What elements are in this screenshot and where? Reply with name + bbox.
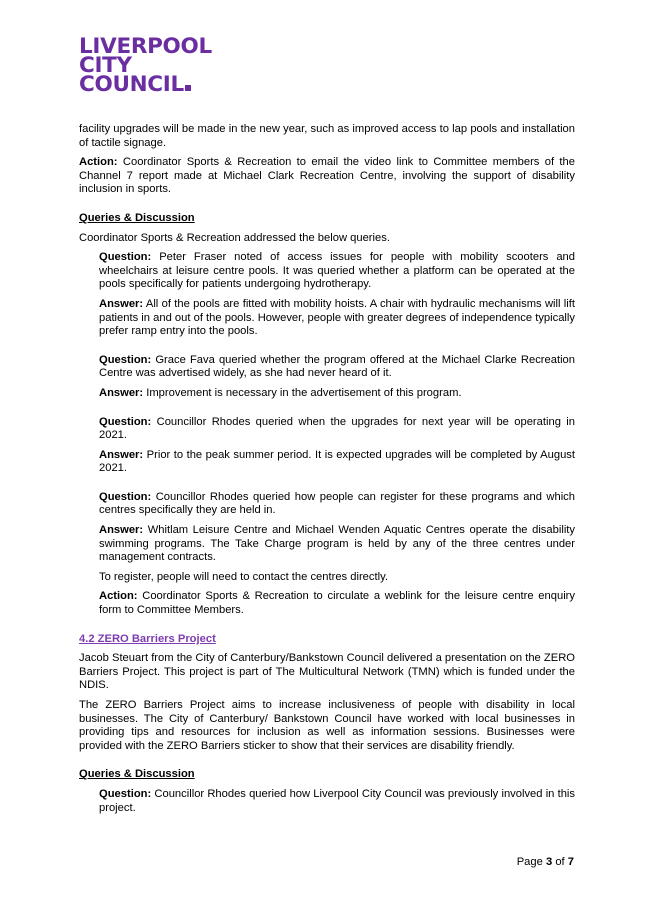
answer-label: Answer: xyxy=(99,448,144,461)
logo-line-2: CITY xyxy=(79,53,132,78)
answer-text: All of the pools are fitted with mobility hoists. A chair with hydraulic mechanisms will lift patients in and out of the pools. However, people with greater degrees of independence typically prefer ramp entry into the pools. xyxy=(99,297,575,338)
paragraph-jacob-steuart: Jacob Steuart from the City of Canterbury/Bankstown Council delivered a presentation on the ZERO Barriers Project. This project is part of The Multicultural Network (TMN) which is funded under the NDIS. xyxy=(79,652,575,692)
question-label: Question: xyxy=(99,415,152,428)
question-text: Councillor Rhodes queried when the upgrades for next year will be operating in 2021. xyxy=(99,415,576,442)
question-label: Question: xyxy=(99,353,152,366)
action-text: Coordinator Sports & Recreation to email the video link to Committee members of the Channel 7 report made at Michael Clark Recreation Centre, involving the support of disability inclusion in sports. xyxy=(79,156,575,196)
answer-text: Whitlam Leisure Centre and Michael Wenden Aquatic Centres operate the disability swimming programs. The Take Charge program is held by any of the three centres under management contracts. xyxy=(99,524,576,564)
answer-text: Prior to the peak summer period. It is expected upgrades will be completed by August 2021. xyxy=(99,448,575,475)
action-label: Action: xyxy=(99,590,138,603)
section-heading-queries-2: Queries & Discussion xyxy=(79,768,195,781)
question-text: Councillor Rhodes queried how people can register for these programs and which centres specifically they are held in. xyxy=(99,490,575,517)
logo-line-1: LIVERPOOL xyxy=(79,34,212,59)
question-5 xyxy=(99,788,575,815)
action-paragraph-1 xyxy=(79,156,575,197)
section-heading-queries: Queries & Discussion xyxy=(79,211,195,224)
page-prefix: Page xyxy=(516,856,543,868)
page-number xyxy=(517,856,574,868)
paragraph-register: To register, people will need to contact the centres directly. xyxy=(99,570,388,583)
document-body xyxy=(79,123,575,821)
question-2 xyxy=(99,354,575,381)
question-text: Councillor Rhodes queried how Liverpool City Council was previously involved in this project. xyxy=(99,787,575,814)
question-label: Question: xyxy=(99,490,152,503)
answer-text: Improvement is necessary in the advertisement of this program. xyxy=(146,386,462,399)
section-heading-zero-barriers[interactable]: 4.2 ZERO Barriers Project xyxy=(79,632,216,645)
question-label: Question: xyxy=(99,251,152,264)
action-text: Coordinator Sports & Recreation to circulate a weblink for the leisure centre enquiry form to Committee Members. xyxy=(99,590,575,617)
answer-label: Answer: xyxy=(99,297,144,310)
paragraph-facility-upgrades: facility upgrades will be made in the new year, such as improved access to lap pools and installation of tactile signage. xyxy=(79,123,575,149)
answer-3 xyxy=(99,449,575,476)
action-paragraph-2 xyxy=(99,590,575,617)
question-text: Grace Fava queried whether the program offered at the Michael Clarke Recreation Centre was advertised widely, as she had never heard of it. xyxy=(99,353,575,380)
question-text: Peter Fraser noted of access issues for people with mobility scooters and wheelchairs at leisure centre pools. It was queried whether a platform can be operated at the pools specifically for patients undergoing hydrotherapy. xyxy=(99,251,576,291)
question-4 xyxy=(99,491,575,518)
answer-4 xyxy=(99,524,575,565)
page-current: 3 xyxy=(545,856,553,868)
logo-line-3: COUNCIL xyxy=(79,72,184,97)
answer-2 xyxy=(99,387,575,401)
question-label: Question: xyxy=(99,787,152,800)
page-of: of xyxy=(555,856,565,868)
page-total: 7 xyxy=(567,856,574,868)
answer-1 xyxy=(99,298,575,339)
question-3 xyxy=(99,416,575,443)
question-1 xyxy=(99,251,575,292)
council-logo xyxy=(79,34,212,97)
paragraph-addressed: Coordinator Sports & Recreation addressed the below queries. xyxy=(79,231,390,244)
answer-label: Answer: xyxy=(99,386,144,399)
answer-label: Answer: xyxy=(99,524,144,537)
action-label: Action: xyxy=(79,156,118,169)
paragraph-zero-barriers-aims: The ZERO Barriers Project aims to increase inclusiveness of people with disability in local businesses. The City of Canterbury/ Bankstown Council have worked with local businesses in providing tips and resources for inclusion as well as information sessions. Businesses were provided with the ZERO Barriers sticker to show that their services are disability friendly. xyxy=(79,699,575,752)
logo-dot-icon xyxy=(185,85,191,91)
